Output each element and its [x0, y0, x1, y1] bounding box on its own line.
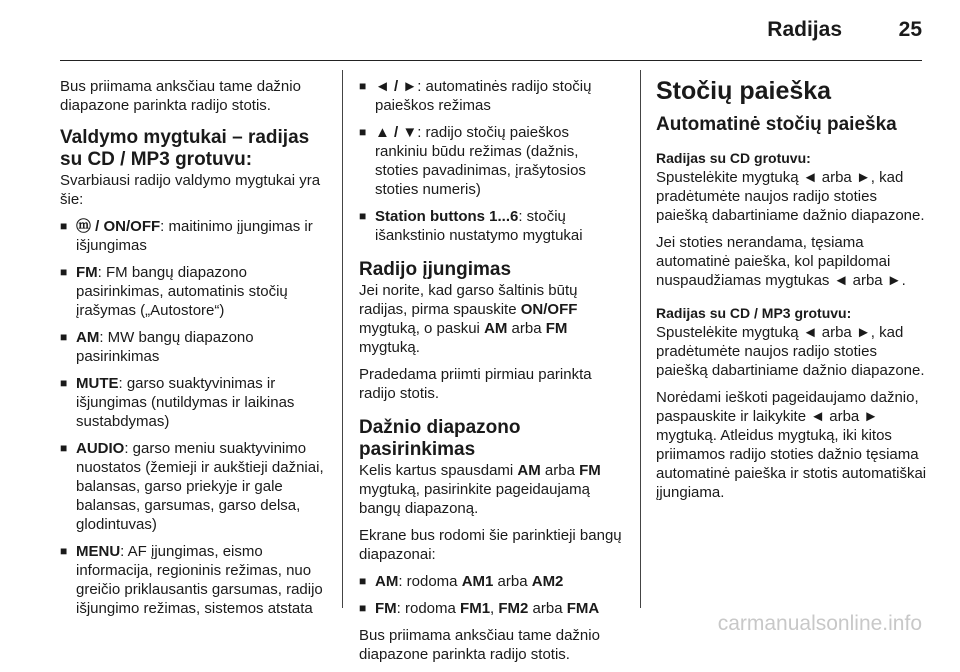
band-display-note: Ekrane bus rodomi šie parinktieji bangų diapazonai: [359, 527, 622, 563]
controls-list-continued [359, 77, 624, 245]
watermark-text: carmanualsonline.info [717, 612, 922, 635]
section-title: Stočių paieška [656, 77, 832, 105]
column-divider [640, 70, 641, 608]
radio-on-paragraph: Jei norite, kad garso šaltinis būtų radijas, pirma spauskite ON/OFF mygtuką, o paskui AM arba FM mygtuką. [359, 282, 578, 356]
control-key: Station buttons 1...6 [375, 208, 519, 225]
control-key: ▲ / ▼ [375, 124, 418, 141]
mp3-radio-paragraph-2: Norėdami ieškoti pageidaujamo dažnio, paspauskite ir laikykite ◄ arba ► mygtuką. Atleidus mygtuką, iki kitos priimamos radijo stoties dažnio tęsiama automatinė paieška ir stotis automatiškai įjungiama. [656, 389, 927, 501]
list-item [359, 123, 624, 199]
column-2 [359, 77, 624, 672]
page-number: 25 [898, 18, 922, 41]
cd-radio-paragraph-1: Spustelėkite mygtuką ◄ arba ►, kad pradėtumėte naujos radijo stoties paiešką dabartiniame dažnio diapazone. [656, 169, 925, 224]
cd-radio-paragraph-2: Jei stoties nerandama, tęsiama automatinė paieška, kol papildomai nuspaudžiamas mygtukas ◄ arba ►. [656, 234, 906, 289]
controls-heading: Valdymo mygtukai – radijas su CD / MP3 grotuvu: [60, 127, 310, 170]
control-key: AUDIO [76, 440, 125, 457]
control-desc: : FM bangų diapazono pasirinkimas, automatinis stočių įrašymas („Autostore“) [76, 264, 288, 319]
column-divider [342, 70, 343, 608]
control-key: FM [76, 264, 98, 281]
list-item [60, 217, 330, 255]
list-item [60, 328, 330, 366]
control-desc: : MW bangų diapazono pasirinkimas [76, 329, 254, 365]
radio-on-heading: Radijo įjungimas [359, 259, 512, 280]
radio-on-note: Pradedama priimti pirmiau parinkta radijo stotis. [359, 366, 592, 402]
control-desc: : AF įjungimas, eismo informacija, regioninis režimas, nuo greičio priklausantis garsumas, radijo išjungimo režimas, sistemos atstata [76, 543, 323, 617]
bands-list [359, 572, 624, 618]
column-1 [60, 77, 330, 626]
control-key: ⓜ / ON/OFF [76, 218, 161, 235]
control-desc: : garso suaktyvinimas ir išjungimas (nutildymas ir laikinas sustabdymas) [76, 375, 295, 430]
header-divider [60, 60, 922, 61]
control-desc: : maitinimo įjungimas ir išjungimas [76, 218, 313, 254]
column-3 [656, 77, 931, 510]
control-desc: : radijo stočių paieškos rankiniu būdu režimas (dažnis, stoties pavadinimas, įrašytosios stoties numeris) [375, 124, 586, 198]
list-item [60, 263, 330, 320]
control-key: MUTE [76, 375, 119, 392]
control-desc: : automatinės radijo stočių paieškos režimas [375, 78, 592, 114]
intro-paragraph: Bus priimama anksčiau tame dažnio diapazone parinkta radijo stotis. [60, 78, 301, 114]
mp3-radio-label: Radijas su CD / MP3 grotuvu: [656, 305, 852, 321]
section-subtitle: Automatinė stočių paieška [656, 114, 897, 135]
band-closing-note: Bus priimama anksčiau tame dažnio diapazone parinkta radijo stotis. [359, 627, 600, 663]
control-desc: : stočių išankstinio nustatymo mygtukai [375, 208, 583, 244]
control-key: ◄ / ► [375, 78, 418, 95]
cd-radio-label: Radijas su CD grotuvu: [656, 150, 811, 166]
control-key: AM [76, 329, 100, 346]
band-select-heading: Dažnio diapazono pasirinkimas [359, 417, 521, 460]
band-select-paragraph: Kelis kartus spausdami AM arba FM mygtuką, pasirinkite pageidaujamą bangų diapazoną. [359, 462, 601, 517]
list-item [359, 207, 624, 245]
mp3-radio-paragraph-1: Spustelėkite mygtuką ◄ arba ►, kad pradėtumėte naujos radijo stoties paiešką dabartiniame dažnio diapazone. [656, 324, 925, 379]
controls-lead: Svarbiausi radijo valdymo mygtukai yra šie: [60, 172, 321, 208]
list-item [359, 77, 624, 115]
list-item: ■ FM: rodoma FM1, FM2 arba FMA [359, 599, 624, 618]
list-item [60, 439, 330, 534]
list-item: ■ AM: rodoma AM1 arba AM2 [359, 572, 624, 591]
control-key: MENU [76, 543, 121, 560]
page-header [0, 0, 960, 60]
list-item [60, 542, 330, 618]
controls-list [60, 217, 330, 618]
page-title: Radijas [767, 18, 842, 41]
list-item [60, 374, 330, 431]
control-desc: : garso meniu suaktyvinimo nuostatos (žemieji ir aukštieji dažniai, balansas, garso priekyje ir gale balansas, garsumas, garso delsa, glodintuvas) [76, 440, 324, 533]
